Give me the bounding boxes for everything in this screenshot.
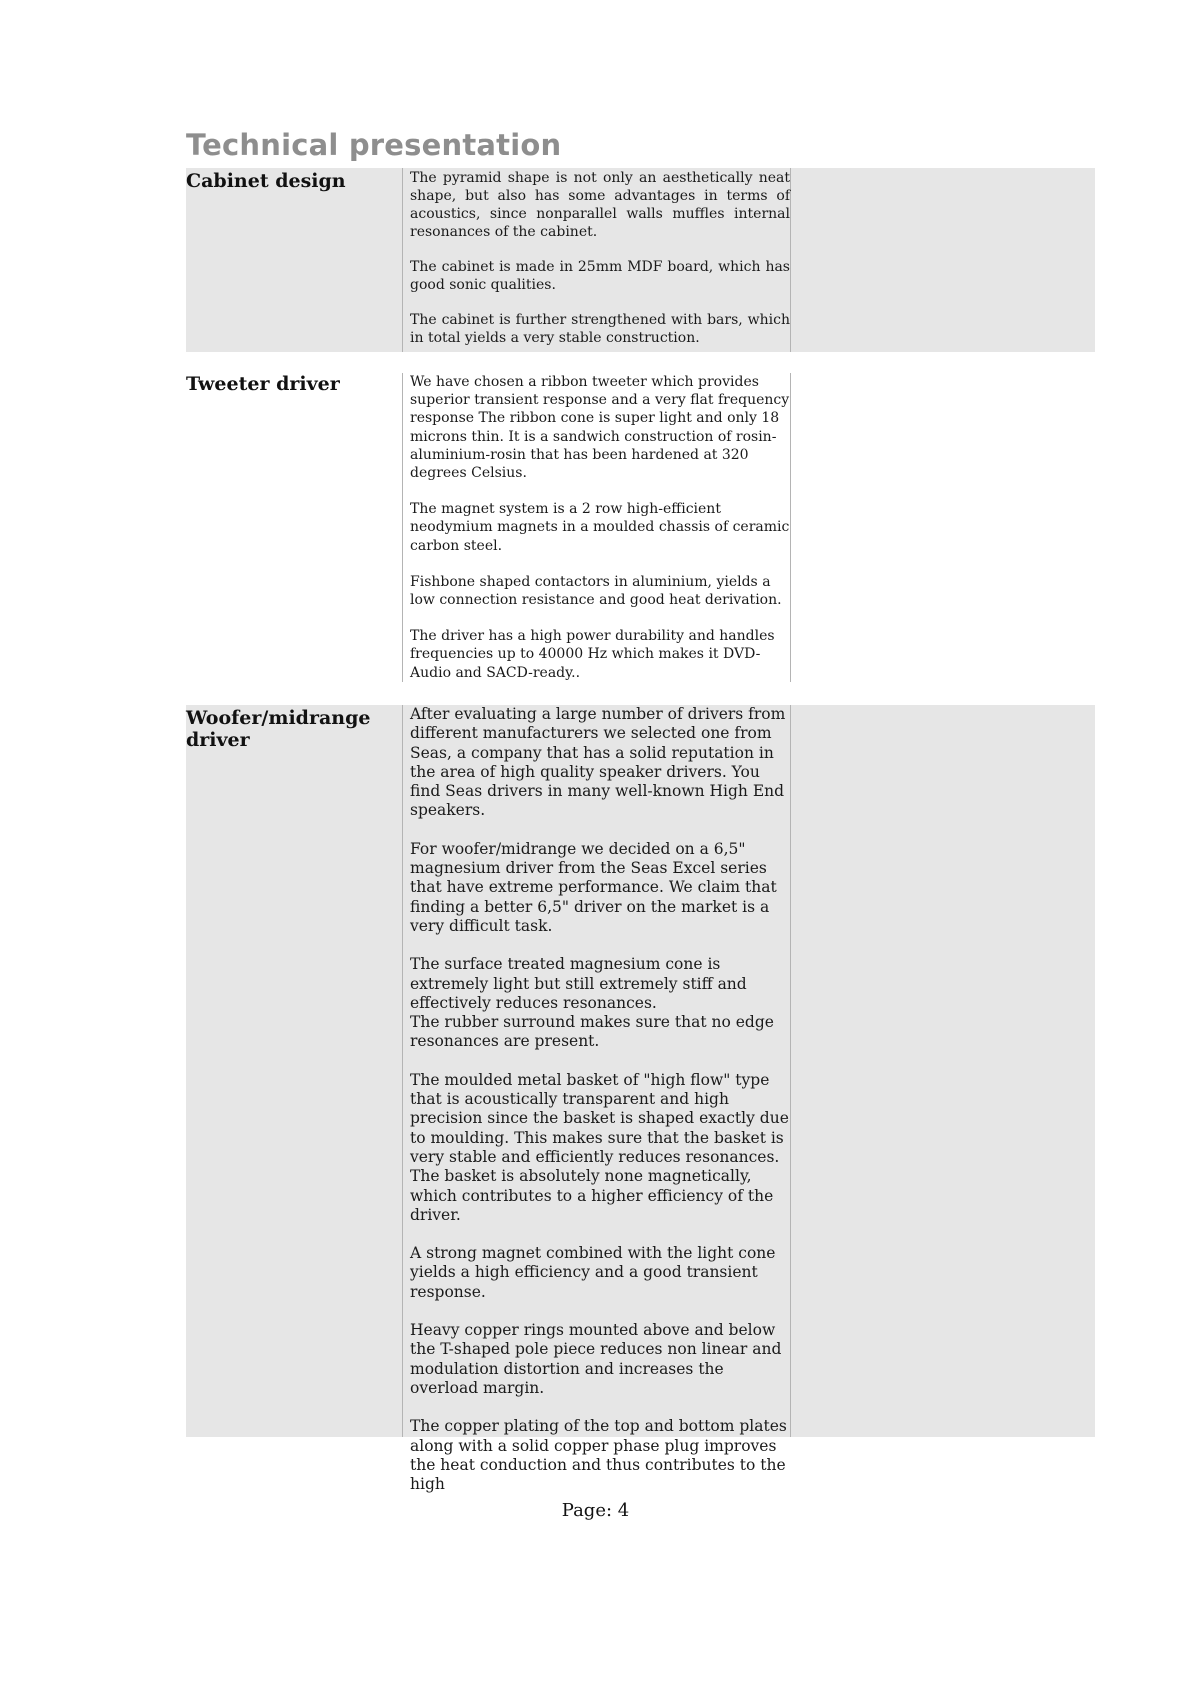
paragraph: The cabinet is made in 25mm MDF board, which has good sonic qualities. — [410, 259, 790, 293]
paragraph: For woofer/midrange we decided on a 6,5" magnesium driver from the Seas Excel series that have extreme performance. We claim that finding a better 6,5" driver on the market is a very difficult task. — [410, 839, 777, 935]
section-woofer-midrange-driver — [186, 705, 1095, 1494]
paragraph: The magnet system is a 2 row high-efficient neodymium magnets in a moulded chassis of ceramic carbon steel. — [410, 501, 790, 554]
paragraph: The surface treated magnesium cone is extremely light but still extremely stiff and effectively reduces resonances. — [410, 955, 747, 1012]
paragraph: Heavy copper rings mounted above and below the T-shaped pole piece reduces non linear and modulation distortion and increases the overload margin. — [410, 1321, 782, 1397]
paragraph: A strong magnet combined with the light cone yields a high efficiency and a good transient response. — [410, 1244, 776, 1301]
paragraph: The driver has a high power durability and handles frequencies up to 40000 Hz which makes it DVD-Audio and SACD-ready.. — [410, 628, 775, 681]
section-cabinet-design — [186, 168, 1095, 352]
section-body — [402, 373, 791, 682]
section-label: Cabinet design — [186, 170, 346, 192]
paragraph: The rubber surround makes sure that no edge resonances are present. — [410, 1013, 774, 1051]
section-body — [402, 168, 791, 352]
paragraph: The copper plating of the top and bottom plates along with a solid copper phase plug improves the heat conduction and thus contributes to the high — [410, 1417, 787, 1494]
section-label: Tweeter driver — [186, 373, 340, 395]
section-label: Woofer/midrange driver — [186, 707, 371, 751]
paragraph: The cabinet is further strengthened with bars, which in total yields a very stable construction. — [410, 312, 790, 346]
page-title: Technical presentation — [186, 128, 562, 162]
paragraph: We have chosen a ribbon tweeter which provides superior transient response and a very flat frequency response The ribbon cone is super light and only 18 microns thin. It is a sandwich construction of rosin-aluminium-rosin that has been hardened at 320 degrees Celsius. — [410, 374, 790, 482]
section-tweeter-driver — [186, 373, 1095, 682]
paragraph: The pyramid shape is not only an aesthetically neat shape, but also has some advantages in terms of acoustics, since nonparallel walls muffles internal resonances of the cabinet. — [410, 170, 790, 240]
paragraph: After evaluating a large number of drivers from different manufacturers we selected one from Seas, a company that has a solid reputation in the area of high quality speaker drivers. You find Seas drivers in many well-known High End speakers. — [410, 705, 786, 820]
section-body — [402, 705, 791, 1494]
paragraph: The moulded metal basket of "high flow" type that is acoustically transparent and high precision since the basket is shaped exactly due to moulding. This makes sure that the basket is very stable and efficiently reduces resonances. The basket is absolutely none magnetically, which contributes to a higher efficiency of the driver. — [410, 1070, 789, 1224]
paragraph: Fishbone shaped contactors in aluminium, yields a low connection resistance and good heat derivation. — [410, 573, 782, 609]
page-number: Page: 4 — [561, 1500, 630, 1521]
